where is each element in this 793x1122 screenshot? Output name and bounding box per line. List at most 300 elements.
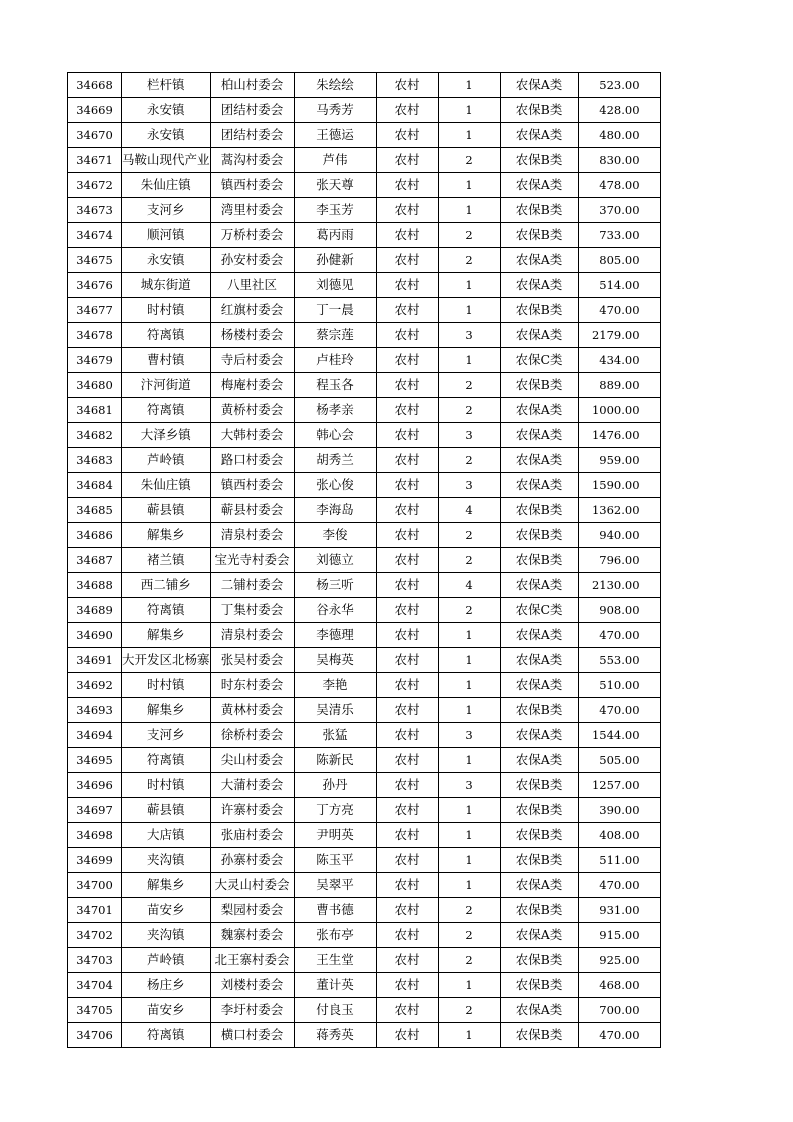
- insurance-class-cell: 农保B类: [500, 823, 578, 848]
- village-cell: 二铺村委会: [210, 573, 294, 598]
- name-cell: 谷永华: [294, 598, 376, 623]
- insurance-class-cell: 农保B类: [500, 798, 578, 823]
- amount-cell: 1544.00: [578, 723, 660, 748]
- table-row: [68, 748, 661, 773]
- record-id-cell: 34684: [68, 473, 122, 498]
- household-size-cell: 1: [438, 873, 500, 898]
- village-cell: 横口村委会: [210, 1023, 294, 1048]
- household-size-cell: 3: [438, 323, 500, 348]
- table-row: [68, 648, 661, 673]
- name-cell: 杨三听: [294, 573, 376, 598]
- household-size-cell: 2: [438, 998, 500, 1023]
- town-cell: 大开发区北杨寨: [122, 648, 211, 673]
- record-id-cell: 34682: [68, 423, 122, 448]
- insurance-class-cell: 农保A类: [500, 248, 578, 273]
- village-cell: 清泉村委会: [210, 623, 294, 648]
- household-size-cell: 1: [438, 348, 500, 373]
- name-cell: 曹书德: [294, 898, 376, 923]
- table-row: [68, 973, 661, 998]
- area-type-cell: 农村: [376, 648, 438, 673]
- area-type-cell: 农村: [376, 698, 438, 723]
- area-type-cell: 农村: [376, 348, 438, 373]
- area-type-cell: 农村: [376, 123, 438, 148]
- household-size-cell: 2: [438, 148, 500, 173]
- record-id-cell: 34668: [68, 73, 122, 98]
- town-cell: 永安镇: [122, 123, 211, 148]
- record-id-cell: 34685: [68, 498, 122, 523]
- record-id-cell: 34700: [68, 873, 122, 898]
- record-id-cell: 34689: [68, 598, 122, 623]
- table-row: [68, 798, 661, 823]
- insurance-class-cell: 农保B类: [500, 1023, 578, 1048]
- record-id-cell: 34686: [68, 523, 122, 548]
- amount-cell: 428.00: [578, 98, 660, 123]
- insurance-class-cell: 农保A类: [500, 448, 578, 473]
- name-cell: 丁一晨: [294, 298, 376, 323]
- area-type-cell: 农村: [376, 948, 438, 973]
- name-cell: 陈玉平: [294, 848, 376, 873]
- amount-cell: 408.00: [578, 823, 660, 848]
- area-type-cell: 农村: [376, 498, 438, 523]
- table-row: [68, 348, 661, 373]
- household-size-cell: 1: [438, 748, 500, 773]
- area-type-cell: 农村: [376, 223, 438, 248]
- village-cell: 寺后村委会: [210, 348, 294, 373]
- record-id-cell: 34680: [68, 373, 122, 398]
- record-id-cell: 34676: [68, 273, 122, 298]
- village-cell: 红旗村委会: [210, 298, 294, 323]
- town-cell: 曹村镇: [122, 348, 211, 373]
- amount-cell: 915.00: [578, 923, 660, 948]
- table-row: [68, 423, 661, 448]
- area-type-cell: 农村: [376, 473, 438, 498]
- insurance-class-cell: 农保B类: [500, 848, 578, 873]
- record-id-cell: 34705: [68, 998, 122, 1023]
- household-size-cell: 1: [438, 1023, 500, 1048]
- town-cell: 杨庄乡: [122, 973, 211, 998]
- insurance-class-cell: 农保B类: [500, 298, 578, 323]
- insurance-class-cell: 农保B类: [500, 148, 578, 173]
- name-cell: 刘德立: [294, 548, 376, 573]
- insurance-class-cell: 农保B类: [500, 773, 578, 798]
- insurance-class-cell: 农保A类: [500, 273, 578, 298]
- household-size-cell: 4: [438, 573, 500, 598]
- insurance-class-cell: 农保B类: [500, 198, 578, 223]
- area-type-cell: 农村: [376, 773, 438, 798]
- amount-cell: 2179.00: [578, 323, 660, 348]
- record-id-cell: 34688: [68, 573, 122, 598]
- insurance-class-cell: 农保B类: [500, 223, 578, 248]
- town-cell: 蕲县镇: [122, 498, 211, 523]
- town-cell: 符离镇: [122, 323, 211, 348]
- amount-cell: 959.00: [578, 448, 660, 473]
- village-cell: 团结村委会: [210, 123, 294, 148]
- household-size-cell: 2: [438, 898, 500, 923]
- area-type-cell: 农村: [376, 148, 438, 173]
- insurance-class-cell: 农保A类: [500, 673, 578, 698]
- record-id-cell: 34672: [68, 173, 122, 198]
- record-id-cell: 34702: [68, 923, 122, 948]
- name-cell: 付良玉: [294, 998, 376, 1023]
- amount-cell: 925.00: [578, 948, 660, 973]
- table-row: [68, 198, 661, 223]
- name-cell: 刘德见: [294, 273, 376, 298]
- record-id-cell: 34671: [68, 148, 122, 173]
- area-type-cell: 农村: [376, 598, 438, 623]
- area-type-cell: 农村: [376, 323, 438, 348]
- record-id-cell: 34706: [68, 1023, 122, 1048]
- household-size-cell: 3: [438, 473, 500, 498]
- insurance-class-cell: 农保B类: [500, 948, 578, 973]
- insurance-class-cell: 农保B类: [500, 698, 578, 723]
- town-cell: 符离镇: [122, 748, 211, 773]
- town-cell: 汴河街道: [122, 373, 211, 398]
- amount-cell: 390.00: [578, 798, 660, 823]
- table-row: [68, 373, 661, 398]
- area-type-cell: 农村: [376, 823, 438, 848]
- amount-cell: 940.00: [578, 523, 660, 548]
- table-row: [68, 598, 661, 623]
- insurance-class-cell: 农保B类: [500, 973, 578, 998]
- table-row: [68, 898, 661, 923]
- record-id-cell: 34670: [68, 123, 122, 148]
- household-size-cell: 2: [438, 448, 500, 473]
- insurance-class-cell: 农保A类: [500, 873, 578, 898]
- household-size-cell: 2: [438, 598, 500, 623]
- record-id-cell: 34687: [68, 548, 122, 573]
- table-row: [68, 673, 661, 698]
- record-id-cell: 34699: [68, 848, 122, 873]
- table-row: [68, 523, 661, 548]
- insurance-class-cell: 农保A类: [500, 623, 578, 648]
- household-size-cell: 1: [438, 123, 500, 148]
- village-cell: 镇西村委会: [210, 473, 294, 498]
- household-size-cell: 2: [438, 923, 500, 948]
- area-type-cell: 农村: [376, 398, 438, 423]
- town-cell: 朱仙庄镇: [122, 473, 211, 498]
- table-row: [68, 698, 661, 723]
- area-type-cell: 农村: [376, 423, 438, 448]
- name-cell: 李艳: [294, 673, 376, 698]
- area-type-cell: 农村: [376, 73, 438, 98]
- village-cell: 李圩村委会: [210, 998, 294, 1023]
- insurance-class-cell: 农保B类: [500, 898, 578, 923]
- table-row: [68, 473, 661, 498]
- record-id-cell: 34681: [68, 398, 122, 423]
- amount-cell: 470.00: [578, 873, 660, 898]
- insurance-class-cell: 农保A类: [500, 748, 578, 773]
- table-row: [68, 723, 661, 748]
- town-cell: 褚兰镇: [122, 548, 211, 573]
- record-id-cell: 34697: [68, 798, 122, 823]
- village-cell: 徐桥村委会: [210, 723, 294, 748]
- name-cell: 张天尊: [294, 173, 376, 198]
- area-type-cell: 农村: [376, 273, 438, 298]
- village-cell: 时东村委会: [210, 673, 294, 698]
- name-cell: 张布亭: [294, 923, 376, 948]
- area-type-cell: 农村: [376, 198, 438, 223]
- area-type-cell: 农村: [376, 923, 438, 948]
- record-id-cell: 34703: [68, 948, 122, 973]
- household-size-cell: 1: [438, 673, 500, 698]
- town-cell: 符离镇: [122, 1023, 211, 1048]
- household-size-cell: 1: [438, 98, 500, 123]
- name-cell: 李海岛: [294, 498, 376, 523]
- household-size-cell: 1: [438, 973, 500, 998]
- household-size-cell: 2: [438, 248, 500, 273]
- town-cell: 朱仙庄镇: [122, 173, 211, 198]
- record-id-cell: 34679: [68, 348, 122, 373]
- insurance-class-cell: 农保C类: [500, 598, 578, 623]
- name-cell: 韩心会: [294, 423, 376, 448]
- town-cell: 解集乡: [122, 698, 211, 723]
- insurance-class-cell: 农保A类: [500, 423, 578, 448]
- household-size-cell: 3: [438, 773, 500, 798]
- amount-cell: 796.00: [578, 548, 660, 573]
- town-cell: 解集乡: [122, 523, 211, 548]
- record-id-cell: 34701: [68, 898, 122, 923]
- household-size-cell: 1: [438, 198, 500, 223]
- household-size-cell: 2: [438, 373, 500, 398]
- household-size-cell: 3: [438, 423, 500, 448]
- village-cell: 梅庵村委会: [210, 373, 294, 398]
- table-row: [68, 323, 661, 348]
- name-cell: 李玉芳: [294, 198, 376, 223]
- village-cell: 镇西村委会: [210, 173, 294, 198]
- amount-cell: 511.00: [578, 848, 660, 873]
- area-type-cell: 农村: [376, 748, 438, 773]
- table-row: [68, 823, 661, 848]
- insurance-class-cell: 农保A类: [500, 998, 578, 1023]
- town-cell: 符离镇: [122, 398, 211, 423]
- town-cell: 时村镇: [122, 773, 211, 798]
- village-cell: 丁集村委会: [210, 598, 294, 623]
- area-type-cell: 农村: [376, 98, 438, 123]
- record-id-cell: 34695: [68, 748, 122, 773]
- amount-cell: 889.00: [578, 373, 660, 398]
- area-type-cell: 农村: [376, 548, 438, 573]
- town-cell: 符离镇: [122, 598, 211, 623]
- amount-cell: 2130.00: [578, 573, 660, 598]
- table-row: [68, 173, 661, 198]
- village-cell: 刘楼村委会: [210, 973, 294, 998]
- household-size-cell: 1: [438, 173, 500, 198]
- insurance-class-cell: 农保B类: [500, 498, 578, 523]
- insurance-class-cell: 农保A类: [500, 398, 578, 423]
- insurance-class-cell: 农保A类: [500, 123, 578, 148]
- household-size-cell: 2: [438, 223, 500, 248]
- table-row: [68, 848, 661, 873]
- amount-cell: 478.00: [578, 173, 660, 198]
- name-cell: 吴翠平: [294, 873, 376, 898]
- town-cell: 马鞍山现代产业: [122, 148, 211, 173]
- village-cell: 孙安村委会: [210, 248, 294, 273]
- household-size-cell: 1: [438, 698, 500, 723]
- town-cell: 永安镇: [122, 248, 211, 273]
- record-id-cell: 34696: [68, 773, 122, 798]
- area-type-cell: 农村: [376, 673, 438, 698]
- amount-cell: 700.00: [578, 998, 660, 1023]
- name-cell: 张心俊: [294, 473, 376, 498]
- village-cell: 大韩村委会: [210, 423, 294, 448]
- name-cell: 胡秀兰: [294, 448, 376, 473]
- town-cell: 苗安乡: [122, 998, 211, 1023]
- amount-cell: 805.00: [578, 248, 660, 273]
- insurance-class-cell: 农保A类: [500, 648, 578, 673]
- name-cell: 陈新民: [294, 748, 376, 773]
- village-cell: 柏山村委会: [210, 73, 294, 98]
- household-size-cell: 3: [438, 723, 500, 748]
- table-row: [68, 298, 661, 323]
- amount-cell: 1257.00: [578, 773, 660, 798]
- household-size-cell: 4: [438, 498, 500, 523]
- town-cell: 永安镇: [122, 98, 211, 123]
- record-id-cell: 34698: [68, 823, 122, 848]
- insurance-class-cell: 农保B类: [500, 548, 578, 573]
- village-cell: 孙寨村委会: [210, 848, 294, 873]
- name-cell: 杨孝亲: [294, 398, 376, 423]
- town-cell: 时村镇: [122, 673, 211, 698]
- name-cell: 孙丹: [294, 773, 376, 798]
- amount-cell: 470.00: [578, 623, 660, 648]
- village-cell: 黄林村委会: [210, 698, 294, 723]
- table-body: [68, 73, 661, 1048]
- village-cell: 黄桥村委会: [210, 398, 294, 423]
- name-cell: 朱绘绘: [294, 73, 376, 98]
- area-type-cell: 农村: [376, 523, 438, 548]
- area-type-cell: 农村: [376, 448, 438, 473]
- record-id-cell: 34704: [68, 973, 122, 998]
- area-type-cell: 农村: [376, 373, 438, 398]
- table-row: [68, 273, 661, 298]
- amount-cell: 1476.00: [578, 423, 660, 448]
- village-cell: 大灵山村委会: [210, 873, 294, 898]
- village-cell: 万桥村委会: [210, 223, 294, 248]
- name-cell: 卢桂玲: [294, 348, 376, 373]
- insurance-class-cell: 农保A类: [500, 723, 578, 748]
- area-type-cell: 农村: [376, 248, 438, 273]
- village-cell: 北王寨村委会: [210, 948, 294, 973]
- records-table: [67, 72, 661, 1048]
- name-cell: 蔡宗莲: [294, 323, 376, 348]
- table-row: [68, 223, 661, 248]
- insurance-class-cell: 农保A类: [500, 173, 578, 198]
- amount-cell: 1590.00: [578, 473, 660, 498]
- amount-cell: 733.00: [578, 223, 660, 248]
- area-type-cell: 农村: [376, 973, 438, 998]
- household-size-cell: 1: [438, 848, 500, 873]
- area-type-cell: 农村: [376, 898, 438, 923]
- record-id-cell: 34694: [68, 723, 122, 748]
- name-cell: 孙健新: [294, 248, 376, 273]
- town-cell: 时村镇: [122, 298, 211, 323]
- insurance-class-cell: 农保A类: [500, 573, 578, 598]
- amount-cell: 468.00: [578, 973, 660, 998]
- insurance-class-cell: 农保A类: [500, 73, 578, 98]
- household-size-cell: 1: [438, 823, 500, 848]
- village-cell: 蕲县村委会: [210, 498, 294, 523]
- name-cell: 李德理: [294, 623, 376, 648]
- record-id-cell: 34693: [68, 698, 122, 723]
- amount-cell: 908.00: [578, 598, 660, 623]
- village-cell: 梨园村委会: [210, 898, 294, 923]
- record-id-cell: 34673: [68, 198, 122, 223]
- name-cell: 蒋秀英: [294, 1023, 376, 1048]
- town-cell: 大店镇: [122, 823, 211, 848]
- table-row: [68, 773, 661, 798]
- village-cell: 尖山村委会: [210, 748, 294, 773]
- table-row: [68, 98, 661, 123]
- town-cell: 城东街道: [122, 273, 211, 298]
- amount-cell: 1362.00: [578, 498, 660, 523]
- table-row: [68, 498, 661, 523]
- insurance-class-cell: 农保A类: [500, 923, 578, 948]
- table-row: [68, 873, 661, 898]
- table-row: [68, 548, 661, 573]
- town-cell: 西二铺乡: [122, 573, 211, 598]
- town-cell: 栏杆镇: [122, 73, 211, 98]
- town-cell: 蕲县镇: [122, 798, 211, 823]
- village-cell: 张吴村委会: [210, 648, 294, 673]
- record-id-cell: 34691: [68, 648, 122, 673]
- area-type-cell: 农村: [376, 573, 438, 598]
- town-cell: 芦岭镇: [122, 948, 211, 973]
- household-size-cell: 1: [438, 298, 500, 323]
- area-type-cell: 农村: [376, 623, 438, 648]
- area-type-cell: 农村: [376, 173, 438, 198]
- area-type-cell: 农村: [376, 873, 438, 898]
- name-cell: 马秀芳: [294, 98, 376, 123]
- table-row: [68, 998, 661, 1023]
- table-row: [68, 948, 661, 973]
- amount-cell: 931.00: [578, 898, 660, 923]
- household-size-cell: 2: [438, 948, 500, 973]
- amount-cell: 370.00: [578, 198, 660, 223]
- village-cell: 宝光寺村委会: [210, 548, 294, 573]
- household-size-cell: 2: [438, 523, 500, 548]
- household-size-cell: 1: [438, 73, 500, 98]
- name-cell: 张猛: [294, 723, 376, 748]
- table-row: [68, 123, 661, 148]
- record-id-cell: 34690: [68, 623, 122, 648]
- amount-cell: 830.00: [578, 148, 660, 173]
- town-cell: 夹沟镇: [122, 923, 211, 948]
- name-cell: 程玉各: [294, 373, 376, 398]
- household-size-cell: 1: [438, 798, 500, 823]
- amount-cell: 553.00: [578, 648, 660, 673]
- town-cell: 解集乡: [122, 873, 211, 898]
- record-id-cell: 34677: [68, 298, 122, 323]
- amount-cell: 470.00: [578, 1023, 660, 1048]
- record-id-cell: 34692: [68, 673, 122, 698]
- table-row: [68, 398, 661, 423]
- amount-cell: 434.00: [578, 348, 660, 373]
- table-row: [68, 623, 661, 648]
- name-cell: 丁方亮: [294, 798, 376, 823]
- table-row: [68, 148, 661, 173]
- household-size-cell: 1: [438, 273, 500, 298]
- insurance-class-cell: 农保A类: [500, 323, 578, 348]
- town-cell: 支河乡: [122, 198, 211, 223]
- record-id-cell: 34678: [68, 323, 122, 348]
- name-cell: 吴清乐: [294, 698, 376, 723]
- insurance-class-cell: 农保B类: [500, 523, 578, 548]
- town-cell: 夹沟镇: [122, 848, 211, 873]
- record-id-cell: 34675: [68, 248, 122, 273]
- household-size-cell: 2: [438, 398, 500, 423]
- amount-cell: 514.00: [578, 273, 660, 298]
- record-id-cell: 34683: [68, 448, 122, 473]
